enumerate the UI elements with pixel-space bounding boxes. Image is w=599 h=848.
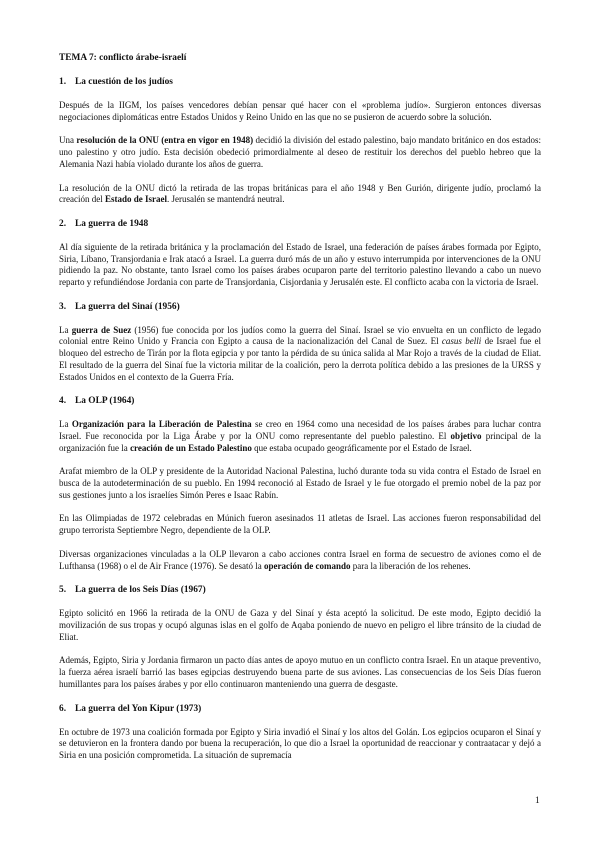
- section-heading: [59, 395, 541, 407]
- text-run: de Israel fue el bloqueo del estrecho de Tirán por la flota egipcia y por tanto la pérdida de su única salida al Mar Rojo a través de la ciudad de Eliat. El resultado de la guerra del Sinaí fue la victoria militar de la coalición, pero la derrota política debido a las presiones de la URSS y Estados Unidos en el contexto de la Guerra Fría.: [59, 336, 542, 382]
- section-number: 2.: [59, 218, 67, 229]
- section-number: 6.: [59, 703, 67, 714]
- section-heading: [59, 218, 541, 230]
- text-run: En las Olimpiadas de 1972 celebradas en Múnich fueron asesinados 11 atletas de Israel. Las acciones fueron responsabilidad del grupo terrorista Septiembre Negro, dependiente de la OLP.: [59, 513, 541, 536]
- section-number: 3.: [59, 301, 67, 312]
- section-number: 4.: [59, 396, 67, 407]
- text-run: La: [59, 324, 72, 335]
- section-heading: [59, 301, 541, 313]
- text-run: . Jerusalén se mantendrá neutral.: [167, 194, 285, 205]
- paragraph: [59, 419, 541, 454]
- section-heading: [59, 703, 541, 715]
- section-number: 1.: [59, 77, 67, 87]
- paragraph: [59, 727, 541, 762]
- paragraph: [59, 466, 541, 501]
- text-run: Al día siguiente de la retirada británica y la proclamación del Estado de Israel, una federación de países árabes formada por Egipto, Siria, Líbano, Transjordania e Irak atacó a Israel. La guerra duró más de un año y estuvo interrumpida por intervenciones de la ONU pidiendo la paz. No obstante, tanto Israel como los países árabes ocuparon parte del territorio palestino llevando a cabo un nuevo reparto y refundiéndose Jordania con parte de Transjordania, Cisjordania y Jerusalén este. El conflicto acaba con la victoria de Israel.: [59, 241, 541, 288]
- text-run: decidió la división del estado palestino, bajo mandato británico en dos estados: uno palestino y otro judío. Esta decisión obedeció primordialmente al deseo de restituir los derechos del pueblo hebreo que la Alemania Nazi había violado durante los años de guerra.: [59, 135, 542, 169]
- paragraph: [59, 242, 541, 289]
- text-run: se creo en 1964 como una necesidad de los países árabes para luchar contra Israel. Fue reconocida por la Liga Árabe y por la ONU como representante del pueblo palestino. El: [59, 419, 542, 441]
- section-title: La OLP (1964): [75, 396, 135, 407]
- section-heading: [59, 76, 541, 88]
- section-title: La guerra de los Seis Días (1967): [75, 585, 206, 596]
- section-title: La cuestión de los judíos: [75, 77, 173, 87]
- bold-text: Organización para la Liberación de Palestina: [71, 419, 252, 430]
- text-run: En octubre de 1973 una coalición formada por Egipto y Siria invadió el Sinaí y los altos del Golán. Los egipcios ocuparon el Sinaí y se detuvieron en la frontera dando por buena la recuperación, lo que dio a Israel la oportunidad de reaccionar y contraatacar y dejó a Siria en una posición comprometida. La situación de supremacía: [59, 726, 541, 760]
- text-run: Diversas organizaciones vinculadas a la OLP llevaron a cabo acciones contra Israel en forma de secuestro de aviones como el de Lufthansa (1968) o el de Air France (1976). Se desató la: [59, 548, 541, 571]
- bold-text: guerra de Suez: [71, 324, 132, 335]
- document-title: TEMA 7: conflicto árabe-israelí: [59, 53, 187, 63]
- paragraph: [59, 183, 541, 206]
- text-run: para la liberación de los rehenes.: [350, 560, 471, 571]
- text-run: Egipto solicitó en 1966 la retirada de la ONU de Gaza y del Sinaí y ésta aceptó la solicitud. De este modo, Egipto decidió la movilización de sus tropas y ocupó algunas islas en el golfo de Aqaba poniendo de nuevo en peligro el libre tránsito de la ciudad de Eliat.: [59, 608, 541, 642]
- paragraph: [59, 325, 541, 384]
- text-run: (1956) fue conocida por los judíos como la guerra del Sinaí. Israel se vio envuelta en un conflicto de legado colonial entre Reino Unido y Francia con Egipto a causa de la nacionalización del Canal de Suez. El: [59, 324, 541, 347]
- section-title: La guerra del Yon Kipur (1973): [75, 703, 202, 714]
- paragraph: [59, 513, 541, 536]
- text-run: Arafat miembro de la OLP y presidente de la Autoridad Nacional Palestina, luchó durante toda su vida contra el Estado de Israel en busca de la autodeterminación de su pueblo. En 1994 reconoció al Estado de Israel y le fue otorgado el premio nobel de la paz por sus gestiones junto a los israelíes Simón Peres e Isaac Rabín.: [59, 466, 541, 500]
- section-title: La guerra de 1948: [75, 218, 149, 229]
- bold-text: creación de un Estado Palestino: [130, 442, 252, 453]
- page-number: 1: [535, 796, 540, 806]
- bold-text: objetivo: [450, 430, 482, 441]
- bold-text: resolución de la ONU (entra en vigor en 1948): [76, 135, 254, 146]
- italic-text: casus belli: [441, 336, 482, 347]
- paragraph: [59, 608, 541, 643]
- bold-text: Estado de Israel: [104, 194, 167, 205]
- bold-text: operación de comando: [263, 560, 351, 571]
- text-run: Además, Egipto, Siria y Jordania firmaron un pacto días antes de apoyo mutuo en un conflicto contra Israel. En un ataque preventivo, la fuerza aérea israelí barrió las bases egipcias destruyendo buena parte de sus aviones. Las consecuencias de los Seis Días fueron humillantes para los países árabes y por ello continuaron manteniendo una guerra de desgaste.: [59, 655, 541, 689]
- section-number: 5.: [59, 585, 67, 596]
- paragraph: [59, 549, 541, 572]
- text-run: Una: [59, 135, 77, 146]
- document-body: [59, 76, 541, 762]
- section-heading: [59, 584, 541, 596]
- text-run: La resolución de la ONU dictó la retirada de las tropas británicas para el año 1948 y Ben Gurión, dirigente judío, proclamó la creación del: [59, 182, 541, 205]
- section-title: La guerra del Sinaí (1956): [75, 301, 180, 312]
- document-page: [59, 52, 541, 774]
- text-run: principal de la organización fue la: [59, 430, 541, 453]
- text-run: La: [59, 419, 72, 430]
- paragraph: [59, 655, 541, 690]
- paragraph: [59, 100, 541, 123]
- text-run: que estaba ocupado geográficamente por el Estado de Israel.: [251, 442, 472, 453]
- paragraph: [59, 135, 541, 170]
- text-run: Después de la IIGM, los países vencedores debían pensar qué hacer con el «problema judío». Surgieron entonces diversas negociaciones diplomáticas entre Estados Unidos y Reino Unido en las que no se pusieron de acuerdo sobre la solución.: [59, 100, 541, 122]
